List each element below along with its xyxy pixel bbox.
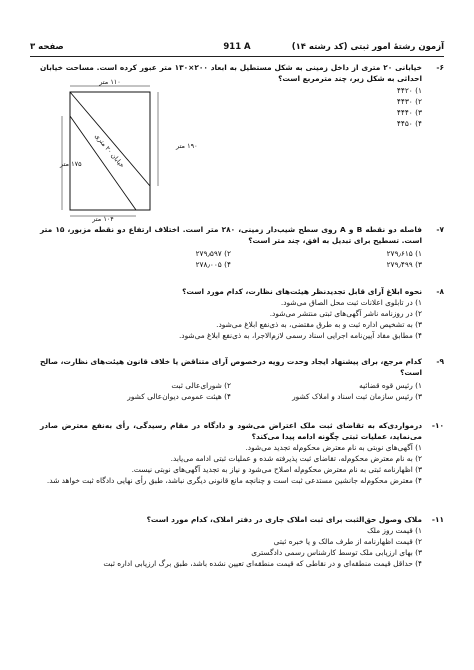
option-3[interactable]: ۳) رئیس سازمان ثبت اسناد و املاک کشور [292, 392, 422, 401]
header-rule [30, 56, 444, 57]
option-3[interactable]: ۳) بهای ارزیابی ملک توسط کارشناس رسمی دادگستری [251, 548, 422, 557]
question-number: -۹ [436, 357, 444, 366]
option-2[interactable]: ۲) شورای‌عالی ثبت [171, 381, 231, 390]
option-4[interactable]: ۴) معترض محکوم‌له جانشین مستدعی ثبت است و چنانچه مانع قانونی دیگری نباشد، طبق رأی نهایی دادگاه ثبت خواهد شد. [46, 476, 422, 485]
option-2[interactable]: ۲) ۴۴۳۰ [396, 97, 422, 106]
street-diagram [48, 78, 198, 223]
option-4[interactable]: ۴) ۴۴۵۰ [396, 119, 422, 128]
option-2[interactable]: ۲) ۲۷۹٫۵۹۷ [195, 249, 231, 258]
option-1[interactable]: ۱) در تابلوی اعلانات ثبت محل الصاق می‌شود. [280, 298, 422, 307]
question-stem: ملاک وصول حق‌الثبت برای ثبت املاک جاری در دفتر املاک، کدام مورد است؟ [146, 515, 422, 524]
booklet-code: 911 A [223, 42, 251, 52]
bottom-dimension-label: ۱۰۴ متر [92, 215, 114, 223]
option-1[interactable]: ۱) رئیس قوه قضائیه [359, 381, 422, 390]
question-stem: خیابانی ۲۰ متری از داخل زمینی به شکل مستطیل به ابعاد ۲۰۰×۱۳۰ متر عبور کرده است. مساحت خیابان احداثی به شکل زیر، چند مترمربع است؟ [40, 63, 422, 83]
option-3[interactable]: ۳) ۲۷۹٫۴۹۹ [386, 260, 422, 269]
option-2[interactable]: ۲) در روزنامه ناشر آگهی‌های ثبتی منتشر می‌شود. [269, 309, 422, 318]
option-3[interactable]: ۳) ۴۴۴۰ [396, 108, 422, 117]
option-4[interactable]: ۴) مطابق مفاد آیین‌نامه اجرایی اسناد رسمی لازم‌الاجرا، به ذی‌نفع ابلاغ می‌شود. [178, 331, 422, 340]
question-stem: کدام مرجع، برای پیشنهاد ایجاد وحدت رویه درخصوص آرای متناقض یا خلاف قانون هیئت‌های نظارت، صالح است؟ [40, 357, 422, 377]
option-1[interactable]: ۱) ۲۷۹٫۶۱۵ [386, 249, 422, 258]
question-7 [40, 224, 444, 270]
option-3[interactable]: ۳) به تشخیص اداره ثبت و به طرق مقتضی، به ذی‌نفع ابلاغ می‌شود. [216, 320, 422, 329]
option-1[interactable]: ۱) آگهی‌های نوبتی به نام معترض محکوم‌له تجدید می‌شود. [245, 443, 422, 452]
option-3[interactable]: ۳) اظهارنامه ثبتی به نام معترض محکوم‌له اصلاح می‌شود و نیاز به تجدید آگهی‌های نوبتی نیست. [131, 465, 422, 474]
question-number: -۱۰ [431, 421, 444, 430]
option-1[interactable]: ۱) ۴۴۲۰ [396, 86, 422, 95]
question-9 [40, 356, 444, 402]
top-dimension-label: ۱۱۰ متر [99, 78, 121, 86]
question-stem: فاصله دو نقطه B و A روی سطح شیب‌دار زمینی، ۲۸۰ متر است. اختلاف ارتفاع دو نقطه مزبور، ۱۵ متر است. تسطیح برای تبدیل به افق، چند متر است؟ [40, 225, 422, 245]
page-number: صفحه ۳ [30, 42, 64, 52]
street-label: خیابان ۲۰ متری [93, 132, 127, 170]
option-4[interactable]: ۴) حداقل قیمت منطقه‌ای و در نقاطی که قیمت منطقه‌ای تعیین نشده باشد، طبق برگ ارزیابی اداره ثبت [103, 559, 422, 568]
question-10 [40, 420, 444, 486]
page-header [30, 40, 444, 56]
option-2[interactable]: ۲) قیمت اظهارنامه از طرف مالک و یا خبره ثبتی [273, 537, 422, 546]
street-diagram-svg [48, 78, 198, 223]
question-stem: نحوه ابلاغ آرای قابل تجدیدنظر هیئت‌های نظارت، کدام مورد است؟ [182, 287, 422, 296]
left-dimension-label: ۱۷۵ متر [60, 160, 82, 168]
option-1[interactable]: ۱) قیمت روز ملک [367, 526, 422, 535]
question-number: -۸ [436, 287, 444, 296]
question-number: -۶ [436, 63, 444, 72]
question-8 [40, 286, 444, 341]
exam-title: آزمون رشتهٔ امور ثبتی (کد رشته ۱۴) [291, 42, 444, 52]
question-number: -۱۱ [431, 515, 444, 524]
question-stem: درمواردی‌که به تقاضای ثبت ملک اعتراض می‌شود و دادگاه در مقام رسیدگی، رأی به‌نفع معترض صادر می‌نماید، عملیات ثبتی چگونه ادامه پیدا می‌کند؟ [40, 421, 422, 441]
option-4[interactable]: ۴) هیئت عمومی دیوان‌عالی کشور [127, 392, 231, 401]
street-edge-upper [70, 92, 150, 186]
option-4[interactable]: ۴) ۲۷۸٫۰۰۵ [195, 260, 231, 269]
question-11 [40, 514, 444, 569]
right-dimension-label: ۱۹۰ متر [176, 142, 198, 150]
question-number: -۷ [436, 225, 444, 234]
option-2[interactable]: ۲) به نام معترض محکوم‌له، تقاضای ثبت پذیرفته شده و عملیات ثبتی ادامه می‌یابد. [170, 454, 422, 463]
